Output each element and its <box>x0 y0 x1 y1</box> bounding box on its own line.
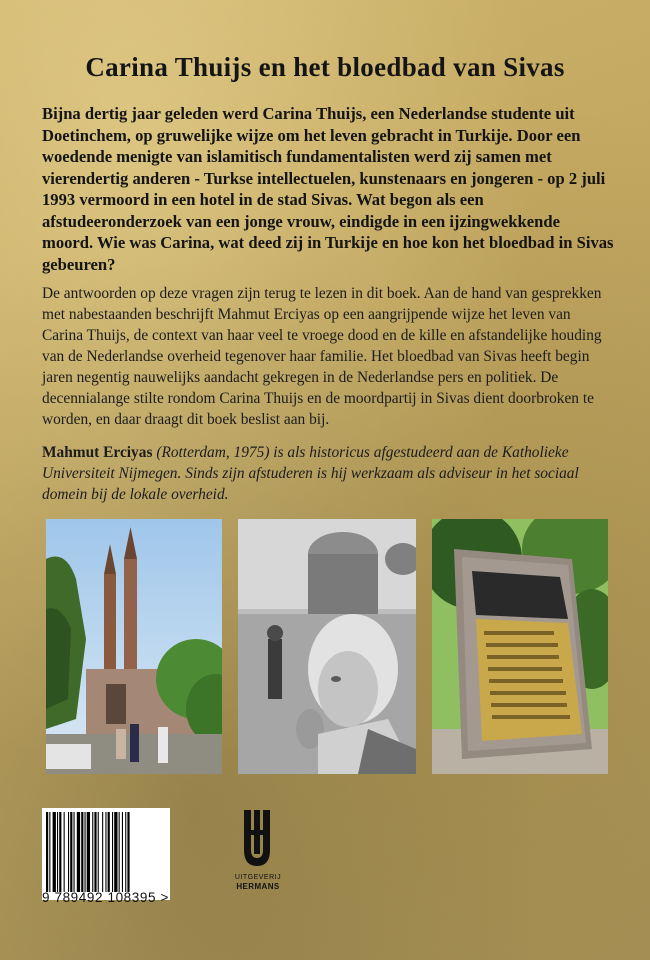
body-paragraph: De antwoorden op deze vragen zijn terug te lezen in dit boek. Aan de hand van gesprekken met nabestaanden beschrijft Mahmut Erciyas op een aangrijpende wijze het leven van Carina Thuijs, de context van haar veel te vroege dood en de kille en afstandelijke houding van de Nederlandse overheid tegenover haar familie. Het bloedbad van Sivas heeft begin jaren negentig nauwelijks aandacht gekregen in de Nederlandse pers en politiek. De decennialange stilte rondom Carina Thuijs en de moordpartij in Sivas dient doorbroken te worden, en daar draagt dit boek beslist aan bij. <box>42 285 602 428</box>
memorial-plaque-photo <box>432 519 608 774</box>
author-bio <box>42 442 614 505</box>
minarets-photo <box>46 519 222 774</box>
author-bio-text: (Rotterdam, 1975) is als historicus afgestudeerd aan de Katholieke Universiteit Nijmegen. Sinds zijn afstuderen is hij werkzaam als adviseur in het sociaal domein bij de lokale overheid. <box>42 444 579 503</box>
publisher-logo <box>232 810 292 910</box>
barcode-icon <box>42 808 170 900</box>
publisher-name: HERMANS <box>236 882 280 891</box>
publisher-label: UITGEVERIJ <box>234 874 282 881</box>
author-name: Mahmut Erciyas <box>42 444 153 461</box>
lead-paragraph: Bijna dertig jaar geleden werd Carina Thuijs, een Nederlandse studente uit Doetinchem, op gruwelijke wijze om het leven gebracht in Turkije. Door een woedende menigte van islamitisch fundamentalisten werd zij samen met vierendertig anderen - Turkse intellectuelen, kunstenaars en jongeren - op 2 juli 1993 vermoord in een hotel in de stad Sivas. Wat begon als een afstudeeronderzoek van een jonge vrouw, eindigde in een ijzingwekkende moord. Wie was Carina, wat deed zij in Turkije en hoe kon het bloedbad in Sivas gebeuren? <box>42 104 614 274</box>
portrait-photo <box>238 519 416 774</box>
publisher-logo-icon <box>236 810 278 872</box>
isbn-number: 9 789492 108395 > <box>42 890 169 905</box>
book-title: Carina Thuijs en het bloedbad van Sivas <box>85 52 565 82</box>
